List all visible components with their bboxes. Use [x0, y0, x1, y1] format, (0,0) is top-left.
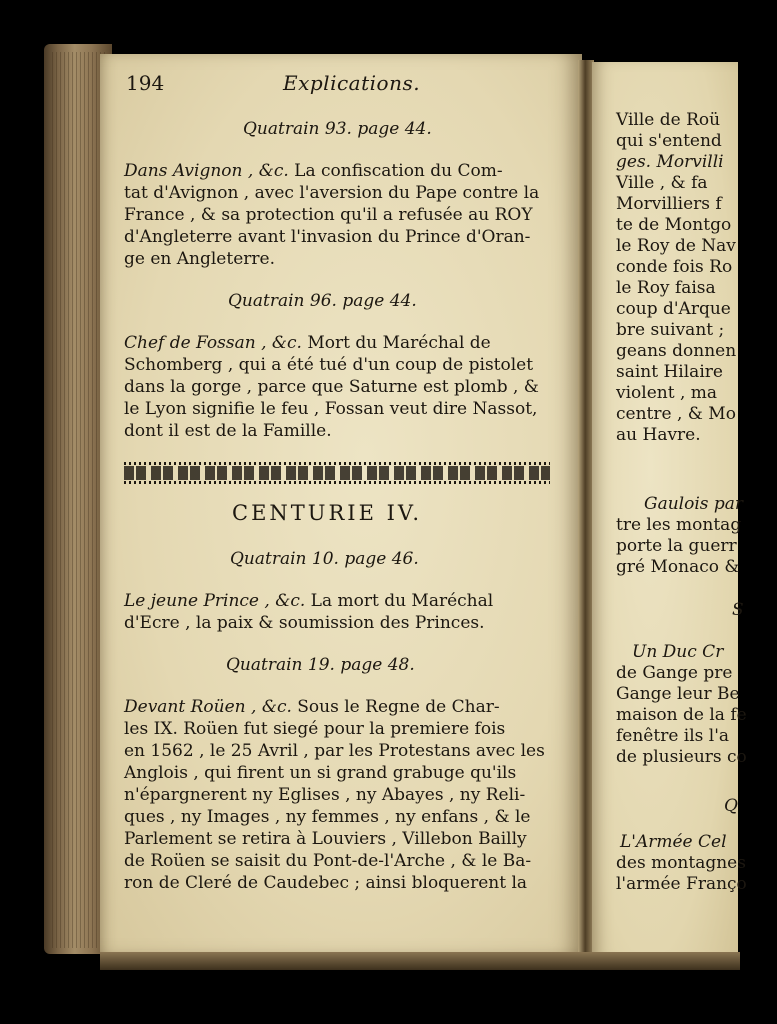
fragment-line: Gange leur Be	[616, 684, 740, 704]
paragraph-line: Schomberg , qui a été tué d'un coup de pistolet	[124, 355, 534, 375]
paragraph-line: n'épargnerent ny Eglises , ny Abayes , ny Reli-	[124, 785, 526, 805]
paragraph-line: dans la gorge , parce que Saturne est plomb , &	[124, 377, 539, 397]
explanation-paragraph	[124, 696, 554, 894]
decorative-ornament-band	[124, 462, 550, 484]
paragraph-line: La confiscation du Com-	[294, 161, 503, 181]
fragment-line: porte la guerr	[616, 536, 737, 556]
paragraph-lead: Dans Avignon , &c.	[124, 161, 289, 181]
paragraph-line: Mort du Maréchal de	[307, 333, 491, 353]
fragment-line: Un Duc Cr	[632, 642, 724, 662]
fragment-line: geans donnen	[616, 341, 737, 361]
fragment-line: conde fois Ro	[616, 257, 733, 277]
fragment-line: de plusieurs co	[616, 747, 747, 767]
paragraph-line: ge en Angleterre.	[124, 249, 275, 269]
paragraph-line: dont il est de la Famille.	[124, 421, 332, 441]
right-page-block	[616, 110, 736, 446]
quatrain-heading: Quatrain 93. page 44.	[243, 119, 432, 139]
ornament-motifs	[124, 466, 550, 480]
explanation-paragraph	[124, 332, 554, 442]
quatrain-heading: Quatrain 19. page 48.	[226, 655, 415, 675]
quatrain-heading: Quatrain 10. page 46.	[230, 549, 419, 569]
paragraph-line: La mort du Maréchal	[310, 591, 494, 611]
quatrain-heading: Quatrain 96. page 44.	[228, 291, 417, 311]
century-title: CENTURIE IV.	[232, 501, 423, 525]
paragraph-lead: Chef de Fossan , &c.	[124, 333, 302, 353]
fragment-line: Morvilliers f	[616, 194, 722, 214]
right-page-block	[616, 832, 747, 895]
fragment-line: violent , ma	[616, 383, 718, 403]
paragraph-line: tat d'Avignon , avec l'aversion du Pape contre la	[124, 183, 540, 203]
fragment-line: coup d'Arque	[616, 299, 731, 319]
fragment-line: l'armée Franço	[616, 874, 747, 894]
running-head: Explications.	[283, 71, 421, 95]
fragment-line: te de Montgo	[616, 215, 732, 235]
paragraph-line: de Roüen se saisit du Pont-de-l'Arche , & le Ba-	[124, 851, 532, 871]
paragraph-line: ques , ny Images , ny femmes , ny enfans , & le	[124, 807, 531, 827]
fragment-line: centre , & Mo	[616, 404, 736, 424]
fragment-line: saint Hilaire	[616, 362, 723, 382]
paragraph-line: Anglois , qui firent un si grand grabuge qu'ils	[124, 763, 517, 783]
fragment-line: au Havre.	[616, 425, 701, 445]
fragment-line: le Roy de Nav	[616, 236, 736, 256]
fragment-line: le Roy faisa	[616, 278, 716, 298]
explanation-paragraph	[124, 160, 554, 270]
fragment-line: Gaulois par	[644, 494, 744, 514]
paragraph-line: d'Angleterre avant l'invasion du Prince d'Oran-	[124, 227, 531, 247]
cut-off-heading: S	[732, 600, 744, 620]
paragraph-line: les IX. Roüen fut siegé pour la premiere fois	[124, 719, 506, 739]
page-number: 194	[126, 71, 165, 95]
fragment-line: Ville de Roü	[616, 110, 721, 130]
fragment-line: maison de la fe	[616, 705, 747, 725]
paragraph-line: le Lyon signifie le feu , Fossan veut dire Nassot,	[124, 399, 538, 419]
fragment-line: fenêtre ils l'a	[616, 726, 730, 746]
fragment-line: bre suivant ;	[616, 320, 725, 340]
cut-off-heading: Q	[724, 796, 738, 816]
right-page-block	[616, 494, 743, 578]
fragment-line: de Gange pre	[616, 663, 733, 683]
fragment-line: Ville , & fa	[616, 173, 708, 193]
fragment-line: L'Armée Cel	[620, 832, 727, 852]
fragment-line: des montagnes	[616, 853, 746, 873]
explanation-paragraph	[124, 590, 554, 634]
paragraph-line: en 1562 , le 25 Avril , par les Protestans avec les	[124, 741, 545, 761]
paragraph-lead: Devant Roüen , &c.	[124, 697, 292, 717]
paragraph-line: Sous le Regne de Char-	[297, 697, 500, 717]
fragment-line: qui s'entend	[616, 131, 722, 151]
paragraph-lead: Le jeune Prince , &c.	[124, 591, 306, 611]
paragraph-line: France , & sa protection qu'il a refusée au ROY	[124, 205, 533, 225]
paragraph-line: d'Ecre , la paix & soumission des Princes.	[124, 613, 485, 633]
paragraph-line: Parlement se retira à Louviers , Villebon Bailly	[124, 829, 527, 849]
right-page-block	[616, 642, 747, 768]
fragment-line: tre les montag	[616, 515, 742, 535]
paragraph-line: ron de Cleré de Caudebec ; ainsi bloquerent la	[124, 873, 528, 893]
page-edge-lines	[52, 52, 106, 948]
fragment-line: gré Monaco &	[616, 557, 740, 577]
right-page-text-clip	[592, 62, 747, 960]
fragment-line: ges. Morvilli	[616, 152, 724, 172]
